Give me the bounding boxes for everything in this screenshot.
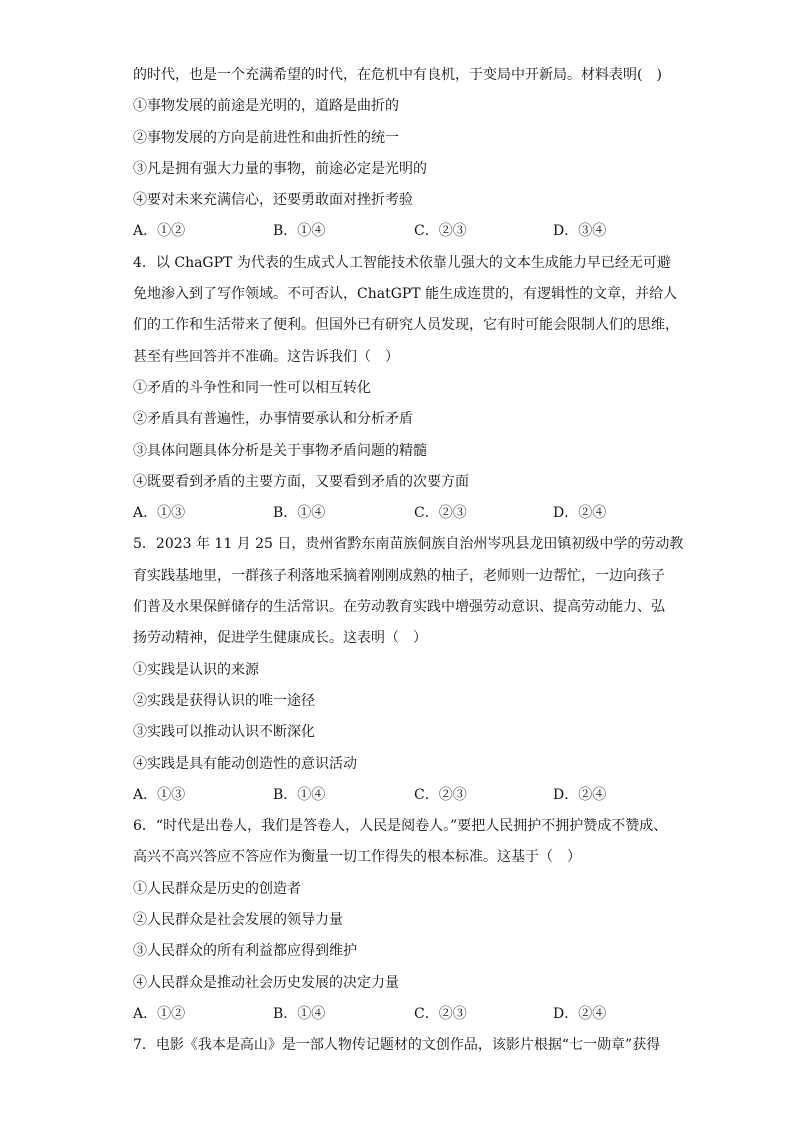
question-5-stem-line: 5．2023 年 11 月 25 日，贵州省黔东南苗族侗族自治州岑巩县龙田镇初级中学的劳动教 [133, 536, 684, 553]
question-4-statement-3: ③具体问题具体分析是关于事物矛盾问题的精髓 [133, 442, 427, 459]
question-4-choice-c[interactable]: C．②③ [414, 505, 467, 522]
question-5-choice-b[interactable]: B．①④ [273, 786, 326, 803]
question-5-stem-line: 扬劳动精神，促进学生健康成长。这表明（ ） [133, 630, 427, 647]
question-3-statement-4: ④要对未来充满信心，还要勇敢面对挫折考验 [133, 192, 413, 209]
question-4-statement-4: ④既要看到矛盾的主要方面，又要看到矛盾的次要方面 [133, 473, 469, 490]
question-5 [133, 533, 684, 815]
question-4-statement-2: ②矛盾具有普遍性，办事情要承认和分析矛盾 [133, 411, 413, 428]
question-7-stem-line: 7．电影《我本是高山》是一部人物传记题材的文创作品，该影片根据“七一勋章”获得 [133, 1037, 661, 1054]
question-7 [133, 1034, 663, 1065]
question-3-choice-a[interactable]: A．①② [133, 223, 186, 240]
question-4-stem-line: 甚至有些回答并不准确。这告诉我们（ ） [133, 348, 399, 365]
question-4-stem-line: 们的工作和生活带来了便利。但国外已有研究人员发现，它有时可能会限制人们的思维， [133, 317, 679, 334]
question-4-choice-b[interactable]: B．①④ [273, 505, 326, 522]
question-5-choices [133, 784, 663, 815]
question-5-stem-line: 们普及水果保鲜储存的生活常识。在劳动教育实践中增强劳动意识、提高劳动能力、弘 [133, 599, 665, 616]
question-6-stem-line: 高兴不高兴答应不答应作为衡量一切工作得失的根本标准。这基于（ ） [133, 849, 581, 866]
question-3 [133, 64, 663, 252]
question-6 [133, 815, 668, 1034]
question-3-choice-d[interactable]: D．③④ [553, 223, 607, 240]
question-5-statement-1: ①实践是认识的来源 [133, 661, 259, 678]
question-5-stem-line: 育实践基地里，一群孩子利落地采摘着刚刚成熟的柚子，老师则一边帮忙，一边向孩子 [133, 567, 665, 584]
question-3-statement-3: ③凡是拥有强大力量的事物，前途必定是光明的 [133, 160, 427, 177]
question-4-choice-a[interactable]: A．①③ [133, 505, 186, 522]
question-5-statement-3: ③实践可以推动认识不断深化 [133, 724, 315, 741]
question-6-choices [133, 1003, 663, 1034]
question-4-choices [133, 502, 663, 533]
question-3-choice-c[interactable]: C．②③ [414, 223, 467, 240]
question-6-choice-b[interactable]: B．①④ [273, 1005, 326, 1022]
question-6-statement-1: ①人民群众是历史的创造者 [133, 880, 301, 897]
question-5-choice-a[interactable]: A．①③ [133, 786, 186, 803]
question-4-statement-1: ①矛盾的斗争性和同一性可以相互转化 [133, 379, 371, 396]
question-3-statement-2: ②事物发展的方向是前进性和曲折性的统一 [133, 129, 399, 146]
question-3-statement-1: ①事物发展的前途是光明的，道路是曲折的 [133, 98, 399, 115]
question-6-statement-3: ③人民群众的所有利益都应得到维护 [133, 943, 357, 960]
question-4-choice-d[interactable]: D．②④ [553, 505, 607, 522]
question-6-statement-2: ②人民群众是社会发展的领导力量 [133, 912, 343, 929]
question-content [133, 64, 684, 1066]
question-4-stem-line: 4．以 ChaGPT 为代表的生成式人工智能技术依靠儿强大的文本生成能力早已经无可避 [133, 254, 671, 271]
question-6-choice-d[interactable]: D．②④ [553, 1005, 607, 1022]
question-5-statement-4: ④实践是具有能动创造性的意识活动 [133, 755, 357, 772]
question-6-choice-c[interactable]: C．②③ [414, 1005, 467, 1022]
question-5-choice-c[interactable]: C．②③ [414, 786, 467, 803]
question-5-choice-d[interactable]: D．②④ [553, 786, 607, 803]
question-6-choice-a[interactable]: A．①② [133, 1005, 186, 1022]
question-6-stem-line: 6．“时代是出卷人，我们是答卷人，人民是阅卷人。”要把人民拥护不拥护赞成不赞成、 [133, 818, 668, 835]
question-3-choices [133, 220, 663, 251]
question-4 [133, 252, 679, 534]
question-5-statement-2: ②实践是获得认识的唯一途径 [133, 692, 315, 709]
question-4-stem-line: 免地渗入到了写作领域。不可否认，ChatGPT 能生成连贯的，有逻辑性的文章，并给人 [133, 286, 678, 303]
question-3-stem-line: 的时代，也是一个充满希望的时代，在危机中有良机，于变局中开新局。材料表明( ) [133, 67, 662, 83]
question-6-statement-4: ④人民群众是推动社会历史发展的决定力量 [133, 974, 399, 991]
question-3-choice-b[interactable]: B．①④ [273, 223, 326, 240]
